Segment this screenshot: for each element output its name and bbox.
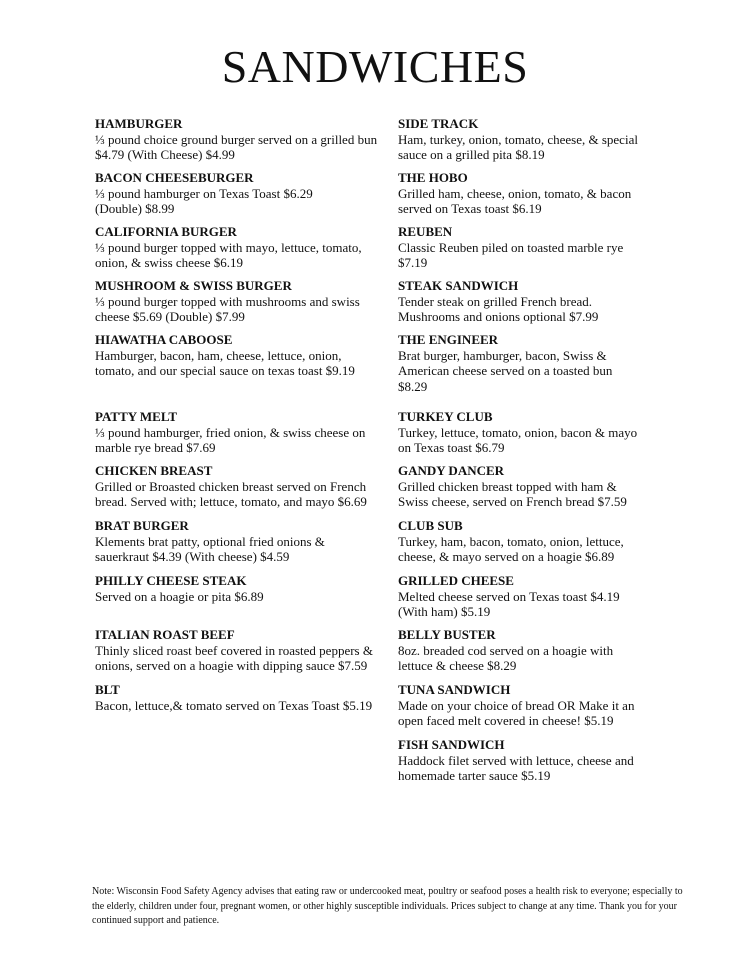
menu-item — [398, 573, 660, 620]
item-name: TURKEY CLUB — [398, 409, 493, 424]
item-name: THE ENGINEER — [398, 332, 499, 347]
item-name: GRILLED CHEESE — [398, 573, 514, 588]
item-name: BRAT BURGER — [95, 518, 189, 533]
menu-item — [95, 573, 391, 604]
food-safety-note: Note: Wisconsin Food Safety Agency advises that eating raw or undercooked meat, poultry or seafood poses a health risk to everyone; especially to the elderly, children under four, pregnant women, or other highly susceptible individuals. Prices subject to change at any time. Thank you for your continued support and patience. — [92, 886, 683, 926]
item-name: HAMBURGER — [95, 116, 183, 131]
item-description: ⅓ pound hamburger, fried onion, & swiss cheese on marble rye bread $7.69 — [95, 424, 366, 455]
item-description: ⅓ pound burger topped with mayo, lettuce, tomato, onion, & swiss cheese $6.19 — [95, 239, 362, 270]
menu-item — [95, 463, 391, 510]
menu-item — [398, 332, 660, 394]
item-description: Turkey, ham, bacon, tomato, onion, lettuce, cheese, & mayo served on a hoagie $6.89 — [398, 533, 624, 564]
item-description: Thinly sliced roast beef covered in roasted peppers & onions, served on a hoagie with dipping sauce $7.59 — [95, 642, 373, 673]
item-name: BELLY BUSTER — [398, 627, 496, 642]
item-name: ITALIAN ROAST BEEF — [95, 627, 235, 642]
item-name: CLUB SUB — [398, 518, 463, 533]
item-name: SIDE TRACK — [398, 116, 479, 131]
item-name: BLT — [95, 682, 120, 697]
item-description: Turkey, lettuce, tomato, onion, bacon & mayo on Texas toast $6.79 — [398, 424, 638, 455]
item-description: Grilled ham, cheese, onion, tomato, & bacon served on Texas toast $6.19 — [398, 185, 632, 216]
menu-item — [398, 409, 660, 456]
item-name: REUBEN — [398, 224, 453, 239]
menu-item — [95, 332, 391, 379]
menu-item — [398, 116, 660, 163]
menu-item — [95, 224, 391, 271]
menu-item — [398, 170, 660, 217]
menu-item — [95, 682, 391, 713]
item-description: Classic Reuben piled on toasted marble rye $7.19 — [398, 239, 624, 270]
item-name: BACON CHEESEBURGER — [95, 170, 254, 185]
item-name: CHICKEN BREAST — [95, 463, 213, 478]
item-name: GANDY DANCER — [398, 463, 505, 478]
item-description: Bacon, lettuce,& tomato served on Texas Toast $5.19 — [95, 697, 373, 713]
menu-item — [95, 116, 391, 163]
item-description: Served on a hoagie or pita $6.89 — [95, 588, 264, 604]
item-description: 8oz. breaded cod served on a hoagie with lettuce & cheese $8.29 — [398, 642, 614, 673]
item-description: Hamburger, bacon, ham, cheese, lettuce, onion, tomato, and our special sauce on texas toast $9.19 — [95, 347, 355, 378]
item-name: CALIFORNIA BURGER — [95, 224, 237, 239]
menu-item — [398, 518, 660, 565]
item-name: HIAWATHA CABOOSE — [95, 332, 233, 347]
menu-item — [95, 627, 391, 674]
item-description: Tender steak on grilled French bread. Mushrooms and onions optional $7.99 — [398, 293, 599, 324]
menu-item — [95, 170, 391, 217]
item-description: Made on your choice of bread OR Make it an open faced melt covered in cheese! $5.19 — [398, 697, 635, 728]
menu-item — [398, 278, 660, 325]
item-description: ⅓ pound hamburger on Texas Toast $6.29 (Double) $8.99 — [95, 185, 313, 216]
item-name: PATTY MELT — [95, 409, 177, 424]
item-description: Melted cheese served on Texas toast $4.19 (With ham) $5.19 — [398, 588, 620, 619]
item-description: Brat burger, hamburger, bacon, Swiss & American cheese served on a toasted bun $8.29 — [398, 347, 613, 394]
item-name: TUNA SANDWICH — [398, 682, 511, 697]
menu-item — [398, 627, 660, 674]
item-name: MUSHROOM & SWISS BURGER — [95, 278, 292, 293]
item-description: Grilled or Broasted chicken breast served on French bread. Served with; lettuce, tomato, and mayo $6.69 — [95, 478, 367, 509]
menu-item — [95, 409, 391, 456]
item-description: ⅓ pound choice ground burger served on a grilled bun $4.79 (With Cheese) $4.99 — [95, 131, 378, 162]
item-name: FISH SANDWICH — [398, 737, 505, 752]
menu-item — [398, 682, 660, 729]
menu-item — [398, 463, 660, 510]
item-description: Grilled chicken breast topped with ham & Swiss cheese, served on French bread $7.59 — [398, 478, 627, 509]
item-description: ⅓ pound burger topped with mushrooms and swiss cheese $5.69 (Double) $7.99 — [95, 293, 360, 324]
menu-item — [95, 518, 391, 565]
item-description: Haddock filet served with lettuce, cheese and homemade tarter sauce $5.19 — [398, 752, 634, 783]
page-title: SANDWICHES — [221, 41, 529, 92]
item-name: PHILLY CHEESE STEAK — [95, 573, 247, 588]
item-description: Klements brat patty, optional fried onions & sauerkraut $4.39 (With cheese) $4.59 — [95, 533, 325, 564]
menu-item — [398, 224, 660, 271]
item-description: Ham, turkey, onion, tomato, cheese, & special sauce on a grilled pita $8.19 — [398, 131, 638, 162]
menu-item — [398, 737, 660, 784]
item-name: THE HOBO — [398, 170, 468, 185]
menu-item — [95, 278, 391, 325]
item-name: STEAK SANDWICH — [398, 278, 519, 293]
